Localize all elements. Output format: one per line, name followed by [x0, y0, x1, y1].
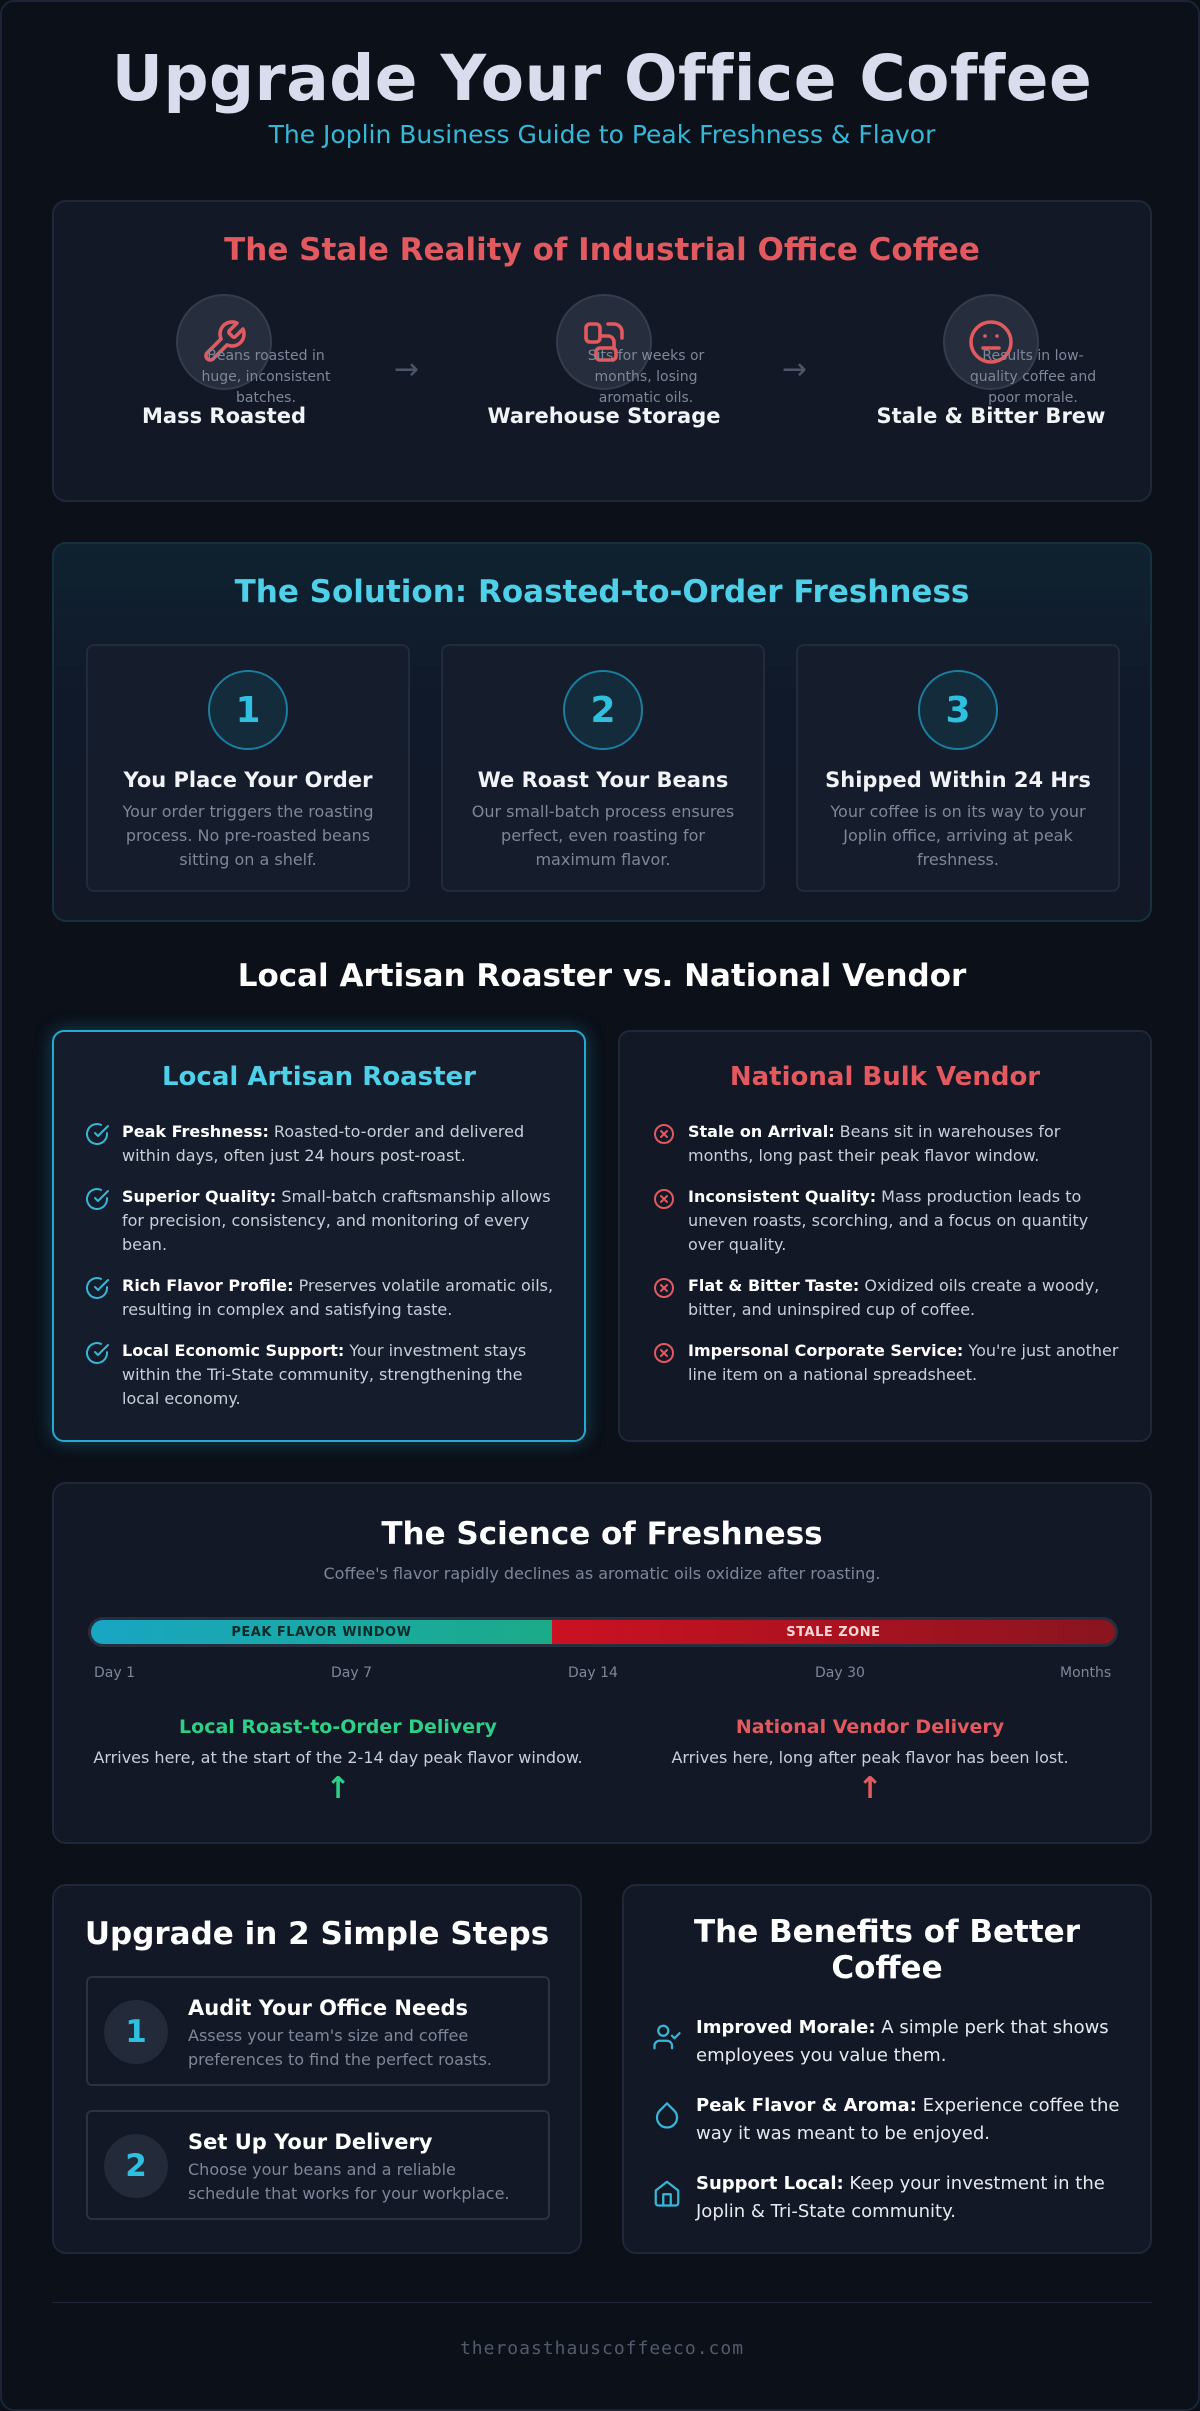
local-delivery-title: Local Roast-to-Order Delivery [179, 1716, 497, 1738]
national-list-item [652, 1274, 1122, 1322]
benefit-item [652, 2170, 1120, 2226]
national-vendor-card [618, 1030, 1152, 1442]
stale-step-desc: Sits for weeks or months, losing aromatic oils. [587, 348, 705, 406]
stale-step-bitter-brew [866, 294, 1116, 428]
timeline-tick-label: Day 30 [815, 1665, 865, 1681]
x-circle-icon [652, 1187, 676, 1211]
timeline-tick-label: Day 1 [94, 1665, 136, 1681]
upgrade-step-desc: Choose your beans and a reliable schedule that works for your workplace. [188, 2160, 510, 2203]
stale-step-mass-roasted [99, 294, 349, 428]
comparison-item-label: Peak Freshness: [122, 1122, 269, 1141]
timeline-tick-label: Day 7 [331, 1665, 373, 1681]
solution-section [52, 542, 1152, 922]
benefit-label: Support Local: [696, 2173, 844, 2194]
comparison-item-text: You're just another line item on a national spreadsheet. [688, 1341, 1119, 1384]
comparison-item-label: Impersonal Corporate Service: [688, 1341, 964, 1360]
comparison-item-text: Preserves volatile aromatic oils, resulting in complex and satisfying taste. [122, 1276, 554, 1319]
stale-step-name: Warehouse Storage [487, 404, 721, 428]
solution-card [86, 644, 410, 892]
step-number-badge: 1 [208, 670, 288, 750]
step-number-badge: 2 [104, 2134, 168, 2198]
benefits-section [622, 1884, 1152, 2254]
comparison-item-label: Local Economic Support: [122, 1341, 345, 1360]
footer-url[interactable]: theroasthauscoffeeco.com [459, 2338, 745, 2359]
benefit-item [652, 2014, 1120, 2070]
local-list-item [86, 1339, 556, 1411]
arrow-right-icon: → [394, 352, 420, 387]
benefit-text: A simple perk that shows employees you value them. [696, 2017, 1109, 2066]
national-vendor-heading: National Bulk Vendor [729, 1062, 1041, 1092]
page-title: Upgrade Your Office Coffee [111, 42, 1093, 115]
benefit-text: Experience coffee the way it was meant to be enjoyed. [696, 2095, 1120, 2144]
national-vendor-list [652, 1120, 1122, 1404]
national-list-item [652, 1339, 1122, 1387]
national-list-item [652, 1185, 1122, 1257]
step-number-badge: 2 [563, 670, 643, 750]
stale-step-name: Stale & Bitter Brew [876, 404, 1106, 428]
x-circle-icon [652, 1341, 676, 1365]
comparison-item-text: Your investment stays within the Tri-State community, strengthening the local economy. [122, 1341, 527, 1408]
local-roaster-card [52, 1030, 586, 1442]
solution-card-title: You Place Your Order [123, 768, 373, 792]
local-list-item [86, 1185, 556, 1257]
solution-card [441, 644, 765, 892]
local-delivery-marker [78, 1716, 598, 1806]
arrow-up-icon: ↑ [325, 1771, 351, 1806]
timeline-tick-label: Months [1060, 1665, 1112, 1681]
comparison-item-label: Flat & Bitter Taste: [688, 1276, 860, 1295]
upgrade-steps-section [52, 1884, 582, 2254]
footer-divider [52, 2302, 1152, 2303]
peak-flavor-window-segment: PEAK FLAVOR WINDOW [91, 1620, 552, 1644]
arrow-up-icon: ↑ [857, 1771, 883, 1806]
solution-card-desc: Your order triggers the roasting process. No pre-roasted beans sitting on a shelf. [122, 802, 374, 869]
local-list-item [86, 1120, 556, 1168]
comparison-item-text: Roasted-to-order and delivered within days, often just 24 hours post-roast. [122, 1122, 525, 1165]
national-delivery-desc: Arrives here, long after peak flavor has been lost. [671, 1748, 1069, 1767]
solution-card-desc: Your coffee is on its way to your Joplin office, arriving at peak freshness. [830, 802, 1086, 869]
upgrade-step [86, 1976, 550, 2086]
check-circle-icon [86, 1341, 110, 1365]
check-circle-icon [86, 1122, 110, 1146]
local-delivery-desc: Arrives here, at the start of the 2-14 day peak flavor window. [93, 1748, 583, 1767]
comparison-item-label: Stale on Arrival: [688, 1122, 835, 1141]
upgrade-step-desc: Assess your team's size and coffee preferences to find the perfect roasts. [188, 2026, 492, 2069]
local-list-item [86, 1274, 556, 1322]
national-delivery-marker [610, 1716, 1130, 1806]
droplet-icon [652, 2100, 682, 2130]
local-roaster-list [86, 1120, 556, 1428]
national-list-item [652, 1120, 1122, 1168]
solution-card-title: Shipped Within 24 Hrs [825, 768, 1091, 792]
stale-section-title: The Stale Reality of Industrial Office Coffee [224, 232, 980, 268]
comparison-item-label: Rich Flavor Profile: [122, 1276, 294, 1295]
home-icon [652, 2178, 682, 2208]
science-subtitle: Coffee's flavor rapidly declines as aromatic oils oxidize after roasting. [323, 1564, 881, 1583]
stale-step-desc: Results in low-quality coffee and poor morale. [969, 348, 1097, 406]
check-circle-icon [86, 1187, 110, 1211]
solution-section-title: The Solution: Roasted-to-Order Freshness [234, 574, 970, 610]
arrow-right-icon: → [782, 352, 808, 387]
comparison-title: Local Artisan Roaster vs. National Vendor [237, 958, 967, 994]
steps-title: Upgrade in 2 Simple Steps [84, 1916, 550, 1952]
x-circle-icon [652, 1122, 676, 1146]
upgrade-step-title: Set Up Your Delivery [188, 2130, 433, 2154]
benefit-label: Improved Morale: [696, 2017, 876, 2038]
benefits-title: The Benefits of Better Coffee [693, 1914, 1080, 1986]
comparison-item-text: Oxidized oils create a woody, bitter, and uninspired cup of coffee. [688, 1276, 1100, 1319]
check-circle-icon [86, 1276, 110, 1300]
stale-step-name: Mass Roasted [142, 404, 306, 428]
stale-reality-section [52, 200, 1152, 502]
benefits-list [652, 2014, 1120, 2248]
stale-zone-segment: STALE ZONE [552, 1620, 1115, 1644]
comparison-item-text: Beans sit in warehouses for months, long past their peak flavor window. [688, 1122, 1061, 1165]
national-delivery-title: National Vendor Delivery [735, 1716, 1005, 1738]
upgrade-step-title: Audit Your Office Needs [188, 1996, 468, 2020]
upgrade-step [86, 2110, 550, 2220]
comparison-item-label: Superior Quality: [122, 1187, 277, 1206]
comparison-item-text: Mass production leads to uneven roasts, scorching, and a focus on quantity over quality. [688, 1187, 1089, 1254]
benefit-label: Peak Flavor & Aroma: [696, 2095, 917, 2116]
solution-card-title: We Roast Your Beans [477, 768, 729, 792]
science-section [52, 1482, 1152, 1844]
comparison-item-text: Small-batch craftsmanship allows for precision, consistency, and monitoring of every bean. [122, 1187, 551, 1254]
page-subtitle: The Joplin Business Guide to Peak Freshness & Flavor [268, 120, 936, 149]
comparison-item-label: Inconsistent Quality: [688, 1187, 877, 1206]
benefit-text: Keep your investment in the Joplin & Tri-State community. [696, 2173, 1105, 2222]
freshness-timeline-bar [88, 1617, 1118, 1647]
timeline-tick-label: Day 14 [568, 1665, 618, 1681]
x-circle-icon [652, 1276, 676, 1300]
stale-step-desc: Beans roasted in huge, inconsistent batches. [201, 348, 331, 406]
user-check-icon [652, 2022, 682, 2052]
step-number-badge: 3 [918, 670, 998, 750]
benefit-item [652, 2092, 1120, 2148]
local-roaster-heading: Local Artisan Roaster [161, 1062, 476, 1092]
step-number-badge: 1 [104, 2000, 168, 2064]
stale-step-warehouse [479, 294, 729, 428]
solution-card [796, 644, 1120, 892]
solution-card-desc: Our small-batch process ensures perfect, even roasting for maximum flavor. [471, 802, 735, 869]
science-title: The Science of Freshness [381, 1516, 823, 1552]
